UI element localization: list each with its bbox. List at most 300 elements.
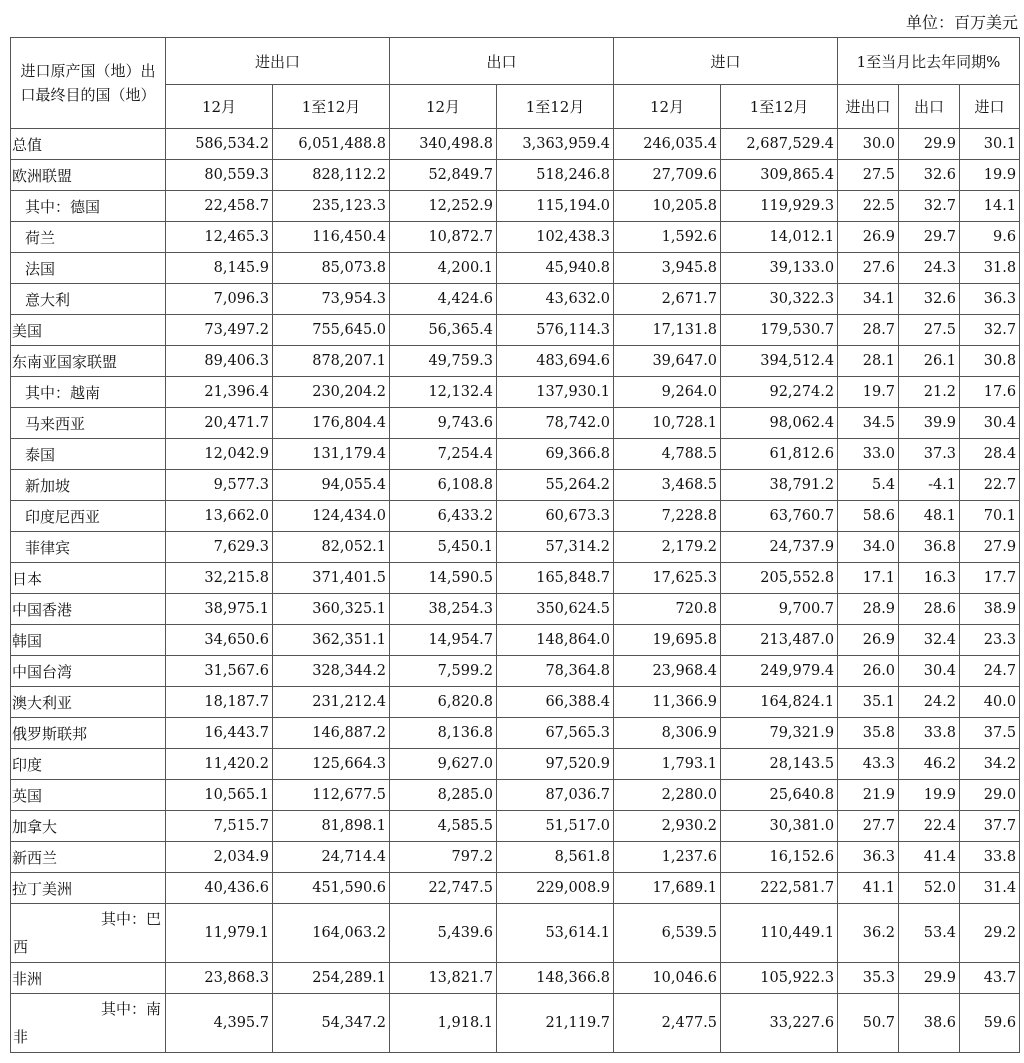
table-row <box>11 129 1020 160</box>
table-cell: 30.1 <box>960 129 1020 160</box>
table-cell: 17,131.8 <box>614 315 721 346</box>
row-label <box>11 994 166 1053</box>
table-row <box>11 873 1020 904</box>
table-cell: 8,285.0 <box>390 780 497 811</box>
table-cell: 87,036.7 <box>497 780 614 811</box>
table-cell: 9,577.3 <box>166 470 273 501</box>
table-cell: 10,046.6 <box>614 963 721 994</box>
table-cell: 2,179.2 <box>614 532 721 563</box>
table-cell: 32.6 <box>899 284 960 315</box>
table-cell: 9,264.0 <box>614 377 721 408</box>
table-cell: 28,143.5 <box>721 749 838 780</box>
table-cell: 18,187.7 <box>166 687 273 718</box>
table-cell: 17,625.3 <box>614 563 721 594</box>
table-cell: 63,760.7 <box>721 501 838 532</box>
row-label: 加拿大 <box>11 811 166 842</box>
table-cell: 38,975.1 <box>166 594 273 625</box>
row-label: 菲律宾 <box>11 532 166 563</box>
table-cell: 60,673.3 <box>497 501 614 532</box>
table-cell: 41.4 <box>899 842 960 873</box>
table-cell: 22.4 <box>899 811 960 842</box>
table-cell: 43.7 <box>960 963 1020 994</box>
table-cell: 30.0 <box>838 129 899 160</box>
row-label: 其中：德国 <box>11 191 166 222</box>
sub-header: 12月 <box>614 85 721 129</box>
table-cell: 53.4 <box>899 904 960 963</box>
table-cell: 28.6 <box>899 594 960 625</box>
table-cell: 2,687,529.4 <box>721 129 838 160</box>
table-cell: 34.1 <box>838 284 899 315</box>
table-cell: 4,585.5 <box>390 811 497 842</box>
table-cell: 92,274.2 <box>721 377 838 408</box>
table-row <box>11 284 1020 315</box>
table-cell: 26.9 <box>838 625 899 656</box>
table-cell: 67,565.3 <box>497 718 614 749</box>
table-cell: 230,204.2 <box>273 377 390 408</box>
table-cell: 34.5 <box>838 408 899 439</box>
table-cell: 2,671.7 <box>614 284 721 315</box>
group-header-export: 出口 <box>390 38 614 85</box>
table-cell: 254,289.1 <box>273 963 390 994</box>
table-cell: 21.9 <box>838 780 899 811</box>
table-cell: 37.7 <box>960 811 1020 842</box>
table-cell: 17.7 <box>960 563 1020 594</box>
table-cell: 73,497.2 <box>166 315 273 346</box>
table-cell: 23,868.3 <box>166 963 273 994</box>
table-cell: 828,112.2 <box>273 160 390 191</box>
table-row <box>11 315 1020 346</box>
table-cell: 26.0 <box>838 656 899 687</box>
table-row <box>11 625 1020 656</box>
table-cell: 33,227.6 <box>721 994 838 1053</box>
table-cell: 14.1 <box>960 191 1020 222</box>
table-cell: 2,930.2 <box>614 811 721 842</box>
table-cell: 12,252.9 <box>390 191 497 222</box>
table-cell: 37.5 <box>960 718 1020 749</box>
table-cell: 40.0 <box>960 687 1020 718</box>
table-cell: 148,864.0 <box>497 625 614 656</box>
table-cell: 26.1 <box>899 346 960 377</box>
table-cell: 878,207.1 <box>273 346 390 377</box>
table-cell: 125,664.3 <box>273 749 390 780</box>
table-cell: 27,709.6 <box>614 160 721 191</box>
table-cell: 116,450.4 <box>273 222 390 253</box>
table-cell: 164,824.1 <box>721 687 838 718</box>
table-cell: 24.7 <box>960 656 1020 687</box>
table-cell: 34.2 <box>960 749 1020 780</box>
table-cell: 179,530.7 <box>721 315 838 346</box>
table-cell: 36.8 <box>899 532 960 563</box>
table-cell: 56,365.4 <box>390 315 497 346</box>
table-cell: 340,498.8 <box>390 129 497 160</box>
table-cell: 36.3 <box>960 284 1020 315</box>
table-cell: 16.3 <box>899 563 960 594</box>
unit-label: 单位：百万美元 <box>905 13 1018 32</box>
table-cell: 6,051,488.8 <box>273 129 390 160</box>
table-cell: 25,640.8 <box>721 780 838 811</box>
table-cell: 105,922.3 <box>721 963 838 994</box>
row-label: 印度尼西亚 <box>11 501 166 532</box>
table-cell: 7,629.3 <box>166 532 273 563</box>
table-cell: 7,096.3 <box>166 284 273 315</box>
table-cell: 39,647.0 <box>614 346 721 377</box>
table-cell: 32.6 <box>899 160 960 191</box>
table-cell: 30.4 <box>899 656 960 687</box>
table-cell: 27.9 <box>960 532 1020 563</box>
row-label: 澳大利亚 <box>11 687 166 718</box>
table-cell: 81,898.1 <box>273 811 390 842</box>
table-cell: 371,401.5 <box>273 563 390 594</box>
table-row <box>11 811 1020 842</box>
table-cell: 176,804.4 <box>273 408 390 439</box>
row-label: 法国 <box>11 253 166 284</box>
table-cell: 5.4 <box>838 470 899 501</box>
row-label: 日本 <box>11 563 166 594</box>
table-cell: 41.1 <box>838 873 899 904</box>
table-cell: 8,136.8 <box>390 718 497 749</box>
row-label: 马来西亚 <box>11 408 166 439</box>
row-label: 印度 <box>11 749 166 780</box>
table-cell: 10,872.7 <box>390 222 497 253</box>
table-row <box>11 656 1020 687</box>
table-cell: 80,559.3 <box>166 160 273 191</box>
table-cell: 7,228.8 <box>614 501 721 532</box>
table-cell: 1,592.6 <box>614 222 721 253</box>
table-cell: 43.3 <box>838 749 899 780</box>
table-cell: 246,035.4 <box>614 129 721 160</box>
table-cell: 55,264.2 <box>497 470 614 501</box>
table-cell: 36.2 <box>838 904 899 963</box>
table-cell: 30,381.0 <box>721 811 838 842</box>
table-cell: 3,945.8 <box>614 253 721 284</box>
table-cell: 23,968.4 <box>614 656 721 687</box>
table-cell: 58.6 <box>838 501 899 532</box>
trade-table <box>10 37 1020 1053</box>
table-cell: 35.8 <box>838 718 899 749</box>
row-label: 荷兰 <box>11 222 166 253</box>
table-cell: 17.6 <box>960 377 1020 408</box>
table-cell: 52,849.7 <box>390 160 497 191</box>
table-cell: 576,114.3 <box>497 315 614 346</box>
table-row <box>11 563 1020 594</box>
table-cell: 6,539.5 <box>614 904 721 963</box>
table-cell: 98,062.4 <box>721 408 838 439</box>
table-cell: 14,012.1 <box>721 222 838 253</box>
table-cell: 38.6 <box>899 994 960 1053</box>
row-label: 新加坡 <box>11 470 166 501</box>
row-label: 泰国 <box>11 439 166 470</box>
table-cell: 755,645.0 <box>273 315 390 346</box>
table-cell: 52.0 <box>899 873 960 904</box>
table-cell: -4.1 <box>899 470 960 501</box>
group-header-yoy: 1至当月比去年同期% <box>838 38 1020 85</box>
table-cell: 350,624.5 <box>497 594 614 625</box>
table-cell: 115,194.0 <box>497 191 614 222</box>
table-cell: 19.9 <box>899 780 960 811</box>
sub-header: 进出口 <box>838 85 899 129</box>
table-cell: 2,034.9 <box>166 842 273 873</box>
sub-header: 出口 <box>899 85 960 129</box>
table-cell: 31,567.6 <box>166 656 273 687</box>
table-cell: 19.7 <box>838 377 899 408</box>
table-cell: 53,614.1 <box>497 904 614 963</box>
table-cell: 31.8 <box>960 253 1020 284</box>
table-cell: 85,073.8 <box>273 253 390 284</box>
sub-header: 进口 <box>960 85 1020 129</box>
row-label: 总值 <box>11 129 166 160</box>
table-cell: 32.4 <box>899 625 960 656</box>
row-label: 美国 <box>11 315 166 346</box>
table-cell: 46.2 <box>899 749 960 780</box>
table-cell: 66,388.4 <box>497 687 614 718</box>
table-row <box>11 842 1020 873</box>
table-cell: 19.9 <box>960 160 1020 191</box>
table-cell: 102,438.3 <box>497 222 614 253</box>
table-row <box>11 253 1020 284</box>
table-cell: 22,458.7 <box>166 191 273 222</box>
table-cell: 124,434.0 <box>273 501 390 532</box>
table-cell: 82,052.1 <box>273 532 390 563</box>
table-cell: 38,254.3 <box>390 594 497 625</box>
table-cell: 5,450.1 <box>390 532 497 563</box>
table-cell: 27.5 <box>838 160 899 191</box>
table-cell: 39.9 <box>899 408 960 439</box>
table-cell: 38.9 <box>960 594 1020 625</box>
sub-header: 1至12月 <box>497 85 614 129</box>
table-cell: 10,728.1 <box>614 408 721 439</box>
table-cell: 70.1 <box>960 501 1020 532</box>
table-cell: 362,351.1 <box>273 625 390 656</box>
table-cell: 24.2 <box>899 687 960 718</box>
table-cell: 328,344.2 <box>273 656 390 687</box>
table-cell: 26.9 <box>838 222 899 253</box>
table-cell: 119,929.3 <box>721 191 838 222</box>
table-cell: 34,650.6 <box>166 625 273 656</box>
row-label-part: 其中：巴 <box>100 910 161 928</box>
table-row <box>11 594 1020 625</box>
table-cell: 97,520.9 <box>497 749 614 780</box>
table-row <box>11 749 1020 780</box>
table-cell: 51,517.0 <box>497 811 614 842</box>
table-cell: 518,246.8 <box>497 160 614 191</box>
table-cell: 12,132.4 <box>390 377 497 408</box>
table-cell: 13,662.0 <box>166 501 273 532</box>
table-cell: 3,468.5 <box>614 470 721 501</box>
table-cell: 451,590.6 <box>273 873 390 904</box>
table-cell: 29.0 <box>960 780 1020 811</box>
table-cell: 34.0 <box>838 532 899 563</box>
table-cell: 40,436.6 <box>166 873 273 904</box>
table-cell: 3,363,959.4 <box>497 129 614 160</box>
row-label: 东南亚国家联盟 <box>11 346 166 377</box>
table-cell: 7,254.4 <box>390 439 497 470</box>
table-cell: 22.5 <box>838 191 899 222</box>
table-cell: 11,420.2 <box>166 749 273 780</box>
table-cell: 22.7 <box>960 470 1020 501</box>
table-cell: 229,008.9 <box>497 873 614 904</box>
table-cell: 483,694.6 <box>497 346 614 377</box>
row-label: 韩国 <box>11 625 166 656</box>
table-cell: 17.1 <box>838 563 899 594</box>
table-cell: 28.9 <box>838 594 899 625</box>
row-label-part: 西 <box>13 938 29 956</box>
table-cell: 24.3 <box>899 253 960 284</box>
table-cell: 131,179.4 <box>273 439 390 470</box>
table-cell: 94,055.4 <box>273 470 390 501</box>
table-cell: 78,742.0 <box>497 408 614 439</box>
table-cell: 24,737.9 <box>721 532 838 563</box>
row-label-part: 非 <box>13 1028 29 1046</box>
table-row <box>11 191 1020 222</box>
table-cell: 4,395.7 <box>166 994 273 1053</box>
row-label: 其中：越南 <box>11 377 166 408</box>
table-row <box>11 222 1020 253</box>
table-cell: 30.8 <box>960 346 1020 377</box>
table-cell: 37.3 <box>899 439 960 470</box>
table-cell: 36.3 <box>838 842 899 873</box>
group-header-total: 进出口 <box>166 38 390 85</box>
row-label: 英国 <box>11 780 166 811</box>
table-cell: 2,477.5 <box>614 994 721 1053</box>
table-cell: 2,280.0 <box>614 780 721 811</box>
table-cell: 16,443.7 <box>166 718 273 749</box>
table-cell: 28.1 <box>838 346 899 377</box>
table-cell: 48.1 <box>899 501 960 532</box>
table-row <box>11 780 1020 811</box>
table-cell: 19,695.8 <box>614 625 721 656</box>
table-cell: 79,321.9 <box>721 718 838 749</box>
table-cell: 39,133.0 <box>721 253 838 284</box>
table-cell: 4,788.5 <box>614 439 721 470</box>
table-cell: 69,366.8 <box>497 439 614 470</box>
table-cell: 394,512.4 <box>721 346 838 377</box>
row-label-part: 其中：南 <box>100 1000 161 1018</box>
table-cell: 50.7 <box>838 994 899 1053</box>
table-cell: 27.5 <box>899 315 960 346</box>
table-cell: 165,848.7 <box>497 563 614 594</box>
table-cell: 9,743.6 <box>390 408 497 439</box>
row-label: 新西兰 <box>11 842 166 873</box>
table-cell: 8,561.8 <box>497 842 614 873</box>
table-cell: 8,306.9 <box>614 718 721 749</box>
group-header-import: 进口 <box>614 38 838 85</box>
table-cell: 32.7 <box>960 315 1020 346</box>
table-cell: 6,820.8 <box>390 687 497 718</box>
table-cell: 30.4 <box>960 408 1020 439</box>
sub-header: 12月 <box>390 85 497 129</box>
table-cell: 28.4 <box>960 439 1020 470</box>
corner-header: 进口原产国（地）出口最终目的国（地） <box>11 38 166 129</box>
table-cell: 4,200.1 <box>390 253 497 284</box>
table-cell: 9,700.7 <box>721 594 838 625</box>
table-cell: 16,152.6 <box>721 842 838 873</box>
table-row <box>11 994 1020 1053</box>
row-label: 欧洲联盟 <box>11 160 166 191</box>
table-cell: 20,471.7 <box>166 408 273 439</box>
table-row <box>11 160 1020 191</box>
table-cell: 29.7 <box>899 222 960 253</box>
table-cell: 6,433.2 <box>390 501 497 532</box>
row-label: 中国香港 <box>11 594 166 625</box>
table-cell: 7,515.7 <box>166 811 273 842</box>
table-cell: 5,439.6 <box>390 904 497 963</box>
table-body <box>11 129 1020 1053</box>
table-cell: 4,424.6 <box>390 284 497 315</box>
table-cell: 12,465.3 <box>166 222 273 253</box>
table-cell: 33.8 <box>899 718 960 749</box>
table-cell: 231,212.4 <box>273 687 390 718</box>
row-label: 非洲 <box>11 963 166 994</box>
table-cell: 27.6 <box>838 253 899 284</box>
table-cell: 137,930.1 <box>497 377 614 408</box>
table-cell: 49,759.3 <box>390 346 497 377</box>
table-cell: 235,123.3 <box>273 191 390 222</box>
table-cell: 21.2 <box>899 377 960 408</box>
table-cell: 360,325.1 <box>273 594 390 625</box>
table-cell: 14,954.7 <box>390 625 497 656</box>
table-cell: 164,063.2 <box>273 904 390 963</box>
table-cell: 9.6 <box>960 222 1020 253</box>
table-cell: 59.6 <box>960 994 1020 1053</box>
row-label: 拉丁美洲 <box>11 873 166 904</box>
table-cell: 61,812.6 <box>721 439 838 470</box>
table-cell: 13,821.7 <box>390 963 497 994</box>
table-cell: 148,366.8 <box>497 963 614 994</box>
table-cell: 38,791.2 <box>721 470 838 501</box>
table-cell: 9,627.0 <box>390 749 497 780</box>
table-cell: 112,677.5 <box>273 780 390 811</box>
table-row <box>11 904 1020 963</box>
table-cell: 27.7 <box>838 811 899 842</box>
table-cell: 28.7 <box>838 315 899 346</box>
sub-header: 1至12月 <box>273 85 390 129</box>
table-row <box>11 346 1020 377</box>
table-cell: 45,940.8 <box>497 253 614 284</box>
table-cell: 249,979.4 <box>721 656 838 687</box>
table-row <box>11 718 1020 749</box>
table-cell: 205,552.8 <box>721 563 838 594</box>
table-cell: 54,347.2 <box>273 994 390 1053</box>
table-cell: 35.3 <box>838 963 899 994</box>
table-cell: 146,887.2 <box>273 718 390 749</box>
table-cell: 29.9 <box>899 129 960 160</box>
table-cell: 17,689.1 <box>614 873 721 904</box>
row-label: 意大利 <box>11 284 166 315</box>
row-label: 俄罗斯联邦 <box>11 718 166 749</box>
table-cell: 21,119.7 <box>497 994 614 1053</box>
table-cell: 11,366.9 <box>614 687 721 718</box>
table-cell: 6,108.8 <box>390 470 497 501</box>
table-row <box>11 470 1020 501</box>
table-cell: 31.4 <box>960 873 1020 904</box>
table-cell: 14,590.5 <box>390 563 497 594</box>
table-cell: 10,205.8 <box>614 191 721 222</box>
table-row <box>11 439 1020 470</box>
table-cell: 78,364.8 <box>497 656 614 687</box>
table-cell: 22,747.5 <box>390 873 497 904</box>
table-cell: 12,042.9 <box>166 439 273 470</box>
table-cell: 33.8 <box>960 842 1020 873</box>
table-cell: 33.0 <box>838 439 899 470</box>
table-cell: 720.8 <box>614 594 721 625</box>
table-cell: 8,145.9 <box>166 253 273 284</box>
table-cell: 1,918.1 <box>390 994 497 1053</box>
table-cell: 586,534.2 <box>166 129 273 160</box>
table-cell: 32.7 <box>899 191 960 222</box>
table-cell: 29.9 <box>899 963 960 994</box>
table-cell: 11,979.1 <box>166 904 273 963</box>
table-cell: 89,406.3 <box>166 346 273 377</box>
